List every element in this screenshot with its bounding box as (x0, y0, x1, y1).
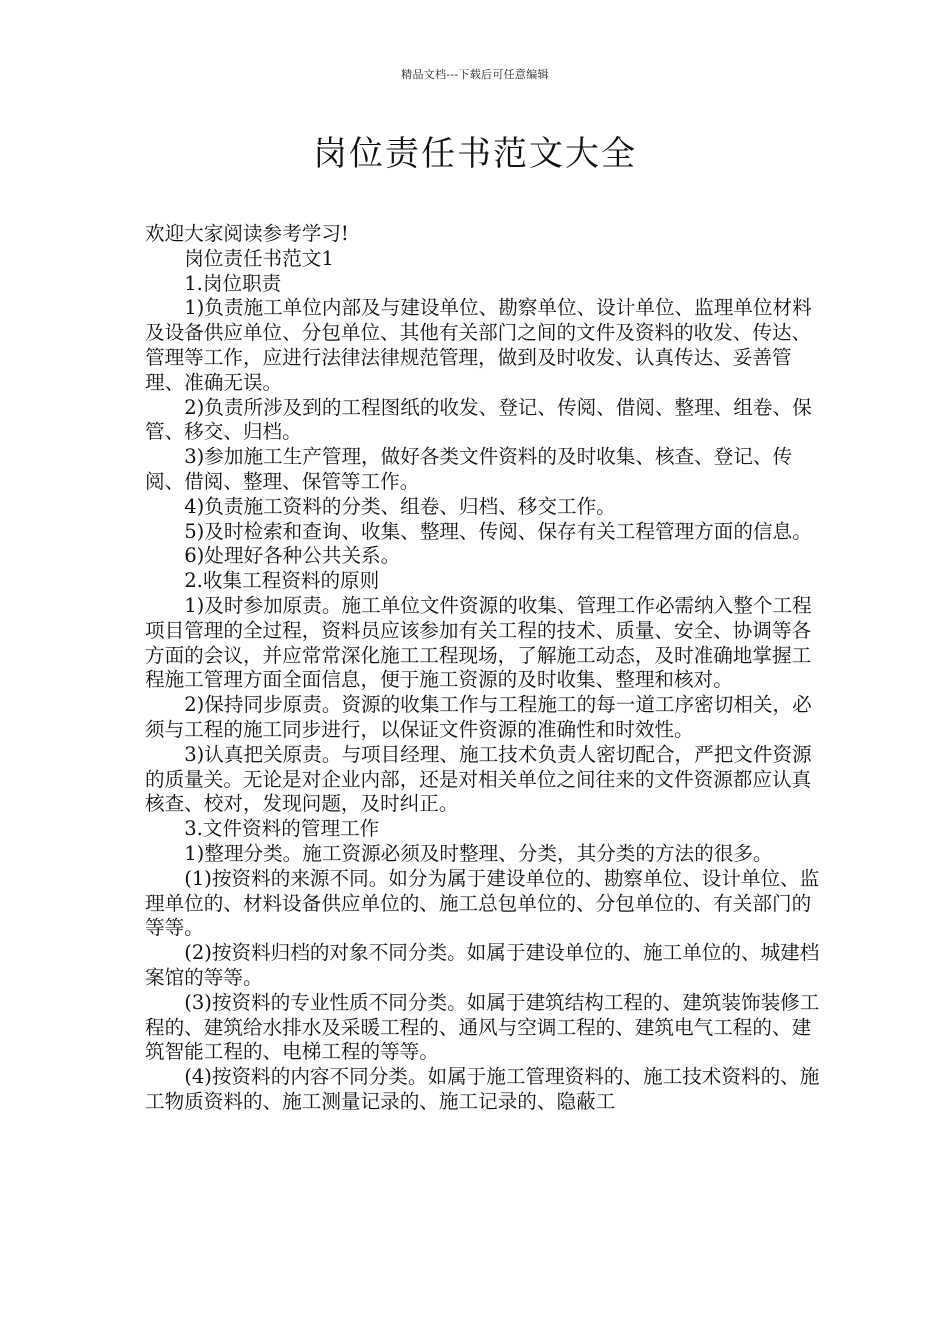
document-body (145, 222, 825, 1115)
paragraph: 5)及时检索和查询、收集、整理、传阅、保存有关工程管理方面的信息。 (184, 519, 812, 543)
section-heading: 2.收集工程资料的原则 (184, 569, 380, 593)
paragraph: (4)按资料的内容不同分类。如属于施工管理资料的、施工技术资料的、施工物质资料的、施工测量记录的、施工记录的、隐蔽工 (145, 1065, 820, 1113)
paragraph: 2)负责所涉及到的工程图纸的收发、登记、传阅、借阅、整理、组卷、保管、移交、归档。 (145, 395, 812, 444)
header-note: 精品文档---下载后可任意编辑 (401, 68, 549, 81)
intro-text: 欢迎大家阅读参考学习! (145, 222, 349, 245)
paragraph: (2)按资料归档的对象不同分类。如属于建设单位的、施工单位的、城建档案馆的等等。 (145, 941, 820, 989)
document-title: 岗位责任书范文大全 (313, 134, 637, 174)
paragraph: (1)按资料的来源不同。如分为属于建设单位的、勘察单位、设计单位、监理单位的、材料设备供应单位的、施工总包单位的、分包单位的、有关部门的等等。 (145, 866, 820, 940)
paragraph: 1)及时参加原责。施工单位文件资源的收集、管理工作必需纳入整个工程项目管理的全过程，资料员应该参加有关工程的技术、质量、安全、协调等各方面的会议，并应常常深化施工工程现场，了解施工动态，及时准确地掌握工程施工管理方面全面信息，便于施工资源的及时收集、整理和核对。 (145, 593, 812, 692)
section-title: 岗位责任书范文1 (184, 246, 334, 270)
paragraph: 1)负责施工单位内部及与建设单位、勘察单位、设计单位、监理单位材料及设备供应单位、分包单位、其他有关部门之间的文件及资料的收发、传达、管理等工作，应进行法律法律规范管理，做到及时收发、认真传达、妥善管理、准确无误。 (145, 296, 812, 394)
paragraph: 6)处理好各种公共关系。 (184, 544, 401, 568)
section-heading: 3.文件资料的管理工作 (184, 817, 380, 841)
paragraph: 4)负责施工资料的分类、组卷、归档、移交工作。 (184, 494, 616, 518)
section-heading: 1.岗位职责 (184, 271, 282, 295)
paragraph: 3)认真把关原责。与项目经理、施工技术负责人密切配合，严把文件资源的质量关。无论是对企业内部，还是对相关单位之间往来的文件资源都应认真核查、校对，发现问题，及时纠正。 (145, 742, 812, 816)
paragraph: 2)保持同步原责。资源的收集工作与工程施工的每一道工序密切相关，必须与工程的施工同步进行，以保证文件资源的准确性和时效性。 (145, 693, 812, 741)
paragraph: (3)按资料的专业性质不同分类。如属于建筑结构工程的、建筑装饰装修工程的、建筑给水排水及采暖工程的、通风与空调工程的、建筑电气工程的、建筑智能工程的、电梯工程的等等。 (145, 990, 820, 1064)
paragraph: 1)整理分类。施工资源必须及时整理、分类，其分类的方法的很多。 (184, 841, 773, 865)
paragraph: 3)参加施工生产管理，做好各类文件资料的及时收集、核查、登记、传阅、借阅、整理、保管等工作。 (145, 445, 793, 493)
